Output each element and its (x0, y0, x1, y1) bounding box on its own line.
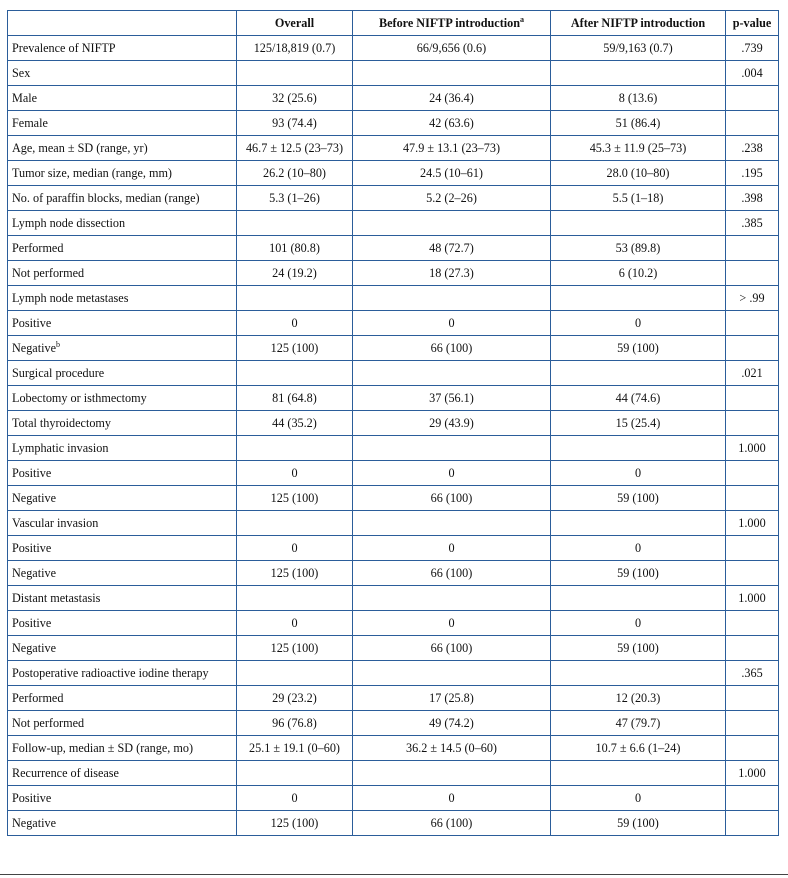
after-cell: 28.0 (10–80) (551, 161, 726, 186)
data-table (7, 10, 779, 836)
table-row (8, 336, 779, 361)
table-row (8, 636, 779, 661)
row-label: Performed (12, 240, 64, 255)
after-cell (551, 286, 726, 311)
overall-cell (237, 511, 353, 536)
before-cell: 66 (100) (353, 486, 551, 511)
pvalue-cell (726, 236, 779, 261)
table-row (8, 436, 779, 461)
row-label: Not performed (12, 715, 85, 730)
row-label: Positive (12, 790, 52, 805)
row-label: Lobectomy or isthmectomy (12, 390, 147, 405)
pvalue-cell (726, 86, 779, 111)
header-empty-cell (8, 11, 237, 36)
table-body (8, 36, 779, 836)
overall-cell (237, 661, 353, 686)
row-label: Distant metastasis (12, 590, 101, 605)
after-cell: 59 (100) (551, 336, 726, 361)
before-cell: 47.9 ± 13.1 (23–73) (353, 136, 551, 161)
overall-cell: 44 (35.2) (237, 411, 353, 436)
row-label-cell (8, 186, 237, 211)
before-cell: 66 (100) (353, 561, 551, 586)
overall-cell: 125 (100) (237, 336, 353, 361)
before-cell: 0 (353, 536, 551, 561)
table-row (8, 711, 779, 736)
before-cell (353, 511, 551, 536)
before-cell: 0 (353, 311, 551, 336)
overall-cell: 96 (76.8) (237, 711, 353, 736)
pvalue-cell (726, 311, 779, 336)
before-cell: 66 (100) (353, 636, 551, 661)
row-label: Age, mean ± SD (range, yr) (12, 140, 148, 155)
pvalue-cell: .021 (726, 361, 779, 386)
row-label-cell (8, 561, 237, 586)
row-label: Positive (12, 615, 52, 630)
table-row (8, 236, 779, 261)
row-label: Female (12, 115, 48, 130)
pvalue-cell (726, 561, 779, 586)
row-label-cell (8, 236, 237, 261)
row-label: Surgical procedure (12, 365, 105, 380)
overall-cell (237, 586, 353, 611)
overall-cell: 125 (100) (237, 561, 353, 586)
pvalue-cell: 1.000 (726, 511, 779, 536)
pvalue-cell: 1.000 (726, 586, 779, 611)
row-label-cell (8, 461, 237, 486)
row-label: Negative (12, 565, 56, 580)
pvalue-cell (726, 336, 779, 361)
row-label-cell (8, 286, 237, 311)
overall-cell: 25.1 ± 19.1 (0–60) (237, 736, 353, 761)
overall-cell: 0 (237, 536, 353, 561)
before-cell: 29 (43.9) (353, 411, 551, 436)
before-cell: 48 (72.7) (353, 236, 551, 261)
overall-cell: 93 (74.4) (237, 111, 353, 136)
pvalue-cell (726, 636, 779, 661)
after-cell: 10.7 ± 6.6 (1–24) (551, 736, 726, 761)
table-row (8, 286, 779, 311)
overall-cell: 81 (64.8) (237, 386, 353, 411)
row-label-cell (8, 111, 237, 136)
table-row (8, 561, 779, 586)
after-cell: 59 (100) (551, 811, 726, 836)
bottom-rule (0, 874, 788, 875)
row-label-cell (8, 786, 237, 811)
pvalue-cell: .398 (726, 186, 779, 211)
row-label-cell (8, 436, 237, 461)
after-cell: 12 (20.3) (551, 686, 726, 711)
after-cell: 6 (10.2) (551, 261, 726, 286)
overall-cell: 46.7 ± 12.5 (23–73) (237, 136, 353, 161)
row-label: Lymphatic invasion (12, 440, 109, 455)
before-cell: 0 (353, 611, 551, 636)
row-label-cell (8, 161, 237, 186)
after-cell (551, 511, 726, 536)
before-cell (353, 661, 551, 686)
table-row (8, 311, 779, 336)
before-cell: 66 (100) (353, 811, 551, 836)
pvalue-cell (726, 536, 779, 561)
after-cell (551, 436, 726, 461)
table-row (8, 211, 779, 236)
row-label: Postoperative radioactive iodine therapy (12, 665, 209, 680)
table-row (8, 411, 779, 436)
before-cell: 5.2 (2–26) (353, 186, 551, 211)
row-label-footnote: b (56, 339, 60, 349)
after-cell: 44 (74.6) (551, 386, 726, 411)
row-label: Sex (12, 65, 31, 80)
before-cell (353, 211, 551, 236)
before-cell: 24.5 (10–61) (353, 161, 551, 186)
before-cell: 18 (27.3) (353, 261, 551, 286)
table-row (8, 111, 779, 136)
row-label: Negative (12, 640, 56, 655)
before-cell: 37 (56.1) (353, 386, 551, 411)
overall-cell (237, 761, 353, 786)
header-before-footnote: a (520, 14, 525, 24)
row-label-cell (8, 211, 237, 236)
after-cell (551, 661, 726, 686)
table-row (8, 786, 779, 811)
row-label: Positive (12, 465, 52, 480)
table-row (8, 611, 779, 636)
after-cell (551, 761, 726, 786)
row-label: Follow-up, median ± SD (range, mo) (12, 740, 194, 755)
table-row (8, 136, 779, 161)
row-label-cell (8, 661, 237, 686)
row-label-cell (8, 761, 237, 786)
before-cell: 0 (353, 786, 551, 811)
before-cell: 66 (100) (353, 336, 551, 361)
row-label: Positive (12, 540, 52, 555)
before-cell (353, 61, 551, 86)
table-header (8, 11, 779, 36)
pvalue-cell (726, 786, 779, 811)
after-cell: 59 (100) (551, 636, 726, 661)
pvalue-cell (726, 411, 779, 436)
pvalue-cell (726, 736, 779, 761)
after-cell: 0 (551, 611, 726, 636)
after-cell: 15 (25.4) (551, 411, 726, 436)
overall-cell (237, 61, 353, 86)
row-label: Total thyroidectomy (12, 415, 111, 430)
after-cell: 47 (79.7) (551, 711, 726, 736)
before-cell: 24 (36.4) (353, 86, 551, 111)
after-cell: 59 (100) (551, 561, 726, 586)
row-label: Tumor size, median (range, mm) (12, 165, 172, 180)
pvalue-cell (726, 811, 779, 836)
header-before-label: Before NIFTP introduction (378, 15, 521, 30)
row-label-cell (8, 336, 237, 361)
pvalue-cell: 1.000 (726, 436, 779, 461)
overall-cell: 125 (100) (237, 636, 353, 661)
row-label-cell (8, 311, 237, 336)
header-after: After NIFTP introduction (551, 11, 726, 36)
after-cell: 53 (89.8) (551, 236, 726, 261)
pvalue-cell: .739 (726, 36, 779, 61)
row-label-cell (8, 511, 237, 536)
table-row (8, 161, 779, 186)
pvalue-cell: > .99 (726, 286, 779, 311)
overall-cell: 0 (237, 311, 353, 336)
pvalue-cell (726, 111, 779, 136)
row-label-cell (8, 261, 237, 286)
overall-cell (237, 286, 353, 311)
row-label-cell (8, 586, 237, 611)
header-pvalue: p-value (726, 11, 779, 36)
table-row (8, 361, 779, 386)
row-label: Performed (12, 690, 64, 705)
header-overall: Overall (237, 11, 353, 36)
table-row (8, 486, 779, 511)
row-label: Lymph node dissection (12, 215, 126, 230)
before-cell (353, 436, 551, 461)
row-label-cell (8, 711, 237, 736)
table-row (8, 586, 779, 611)
table-row (8, 686, 779, 711)
row-label-cell (8, 486, 237, 511)
row-label-cell (8, 86, 237, 111)
after-cell: 45.3 ± 11.9 (25–73) (551, 136, 726, 161)
overall-cell (237, 211, 353, 236)
table-row (8, 661, 779, 686)
before-cell: 66/9,656 (0.6) (353, 36, 551, 61)
pvalue-cell (726, 461, 779, 486)
after-cell (551, 586, 726, 611)
table-row (8, 761, 779, 786)
after-cell (551, 361, 726, 386)
before-cell: 0 (353, 461, 551, 486)
pvalue-cell: .195 (726, 161, 779, 186)
overall-cell: 125 (100) (237, 486, 353, 511)
after-cell: 0 (551, 786, 726, 811)
overall-cell: 0 (237, 611, 353, 636)
pvalue-cell (726, 386, 779, 411)
after-cell: 8 (13.6) (551, 86, 726, 111)
overall-cell (237, 436, 353, 461)
row-label-cell (8, 736, 237, 761)
table-row (8, 536, 779, 561)
row-label-cell (8, 411, 237, 436)
pvalue-cell (726, 261, 779, 286)
pvalue-cell (726, 611, 779, 636)
overall-cell: 125/18,819 (0.7) (237, 36, 353, 61)
before-cell: 36.2 ± 14.5 (0–60) (353, 736, 551, 761)
overall-cell (237, 361, 353, 386)
row-label-cell (8, 36, 237, 61)
row-label: Male (12, 90, 38, 105)
table-row (8, 186, 779, 211)
after-cell: 0 (551, 311, 726, 336)
before-cell (353, 761, 551, 786)
row-label: Recurrence of disease (12, 765, 119, 780)
after-cell: 51 (86.4) (551, 111, 726, 136)
row-label-cell (8, 361, 237, 386)
row-label-cell (8, 636, 237, 661)
overall-cell: 32 (25.6) (237, 86, 353, 111)
overall-cell: 0 (237, 786, 353, 811)
overall-cell: 24 (19.2) (237, 261, 353, 286)
row-label-cell (8, 811, 237, 836)
table-row (8, 511, 779, 536)
after-cell: 0 (551, 536, 726, 561)
table-row (8, 811, 779, 836)
pvalue-cell: .385 (726, 211, 779, 236)
pvalue-cell (726, 711, 779, 736)
after-cell: 59/9,163 (0.7) (551, 36, 726, 61)
table-row (8, 261, 779, 286)
table-row (8, 86, 779, 111)
after-cell: 0 (551, 461, 726, 486)
row-label: Negative (12, 490, 56, 505)
row-label-cell (8, 611, 237, 636)
row-label: Prevalence of NIFTP (12, 40, 116, 55)
overall-cell: 0 (237, 461, 353, 486)
before-cell (353, 361, 551, 386)
pvalue-cell: .238 (726, 136, 779, 161)
row-label: Vascular invasion (12, 515, 99, 530)
table-row (8, 461, 779, 486)
row-label-cell (8, 136, 237, 161)
row-label: Negative (12, 340, 56, 355)
table-container (7, 10, 779, 836)
overall-cell: 5.3 (1–26) (237, 186, 353, 211)
row-label: Positive (12, 315, 52, 330)
pvalue-cell (726, 686, 779, 711)
table-row (8, 386, 779, 411)
before-cell: 49 (74.2) (353, 711, 551, 736)
overall-cell: 26.2 (10–80) (237, 161, 353, 186)
table-row (8, 36, 779, 61)
before-cell (353, 586, 551, 611)
row-label-cell (8, 686, 237, 711)
before-cell (353, 286, 551, 311)
row-label: No. of paraffin blocks, median (range) (12, 190, 200, 205)
before-cell: 42 (63.6) (353, 111, 551, 136)
before-cell: 17 (25.8) (353, 686, 551, 711)
overall-cell: 101 (80.8) (237, 236, 353, 261)
row-label-cell (8, 61, 237, 86)
table-row (8, 61, 779, 86)
after-cell: 59 (100) (551, 486, 726, 511)
after-cell: 5.5 (1–18) (551, 186, 726, 211)
overall-cell: 29 (23.2) (237, 686, 353, 711)
row-label-cell (8, 386, 237, 411)
after-cell (551, 61, 726, 86)
pvalue-cell: .365 (726, 661, 779, 686)
row-label: Lymph node metastases (12, 290, 129, 305)
pvalue-cell: .004 (726, 61, 779, 86)
row-label: Not performed (12, 265, 85, 280)
pvalue-cell: 1.000 (726, 761, 779, 786)
header-row (8, 11, 779, 36)
pvalue-cell (726, 486, 779, 511)
header-before (353, 11, 551, 36)
after-cell (551, 211, 726, 236)
table-row (8, 736, 779, 761)
row-label: Negative (12, 815, 56, 830)
row-label-cell (8, 536, 237, 561)
overall-cell: 125 (100) (237, 811, 353, 836)
